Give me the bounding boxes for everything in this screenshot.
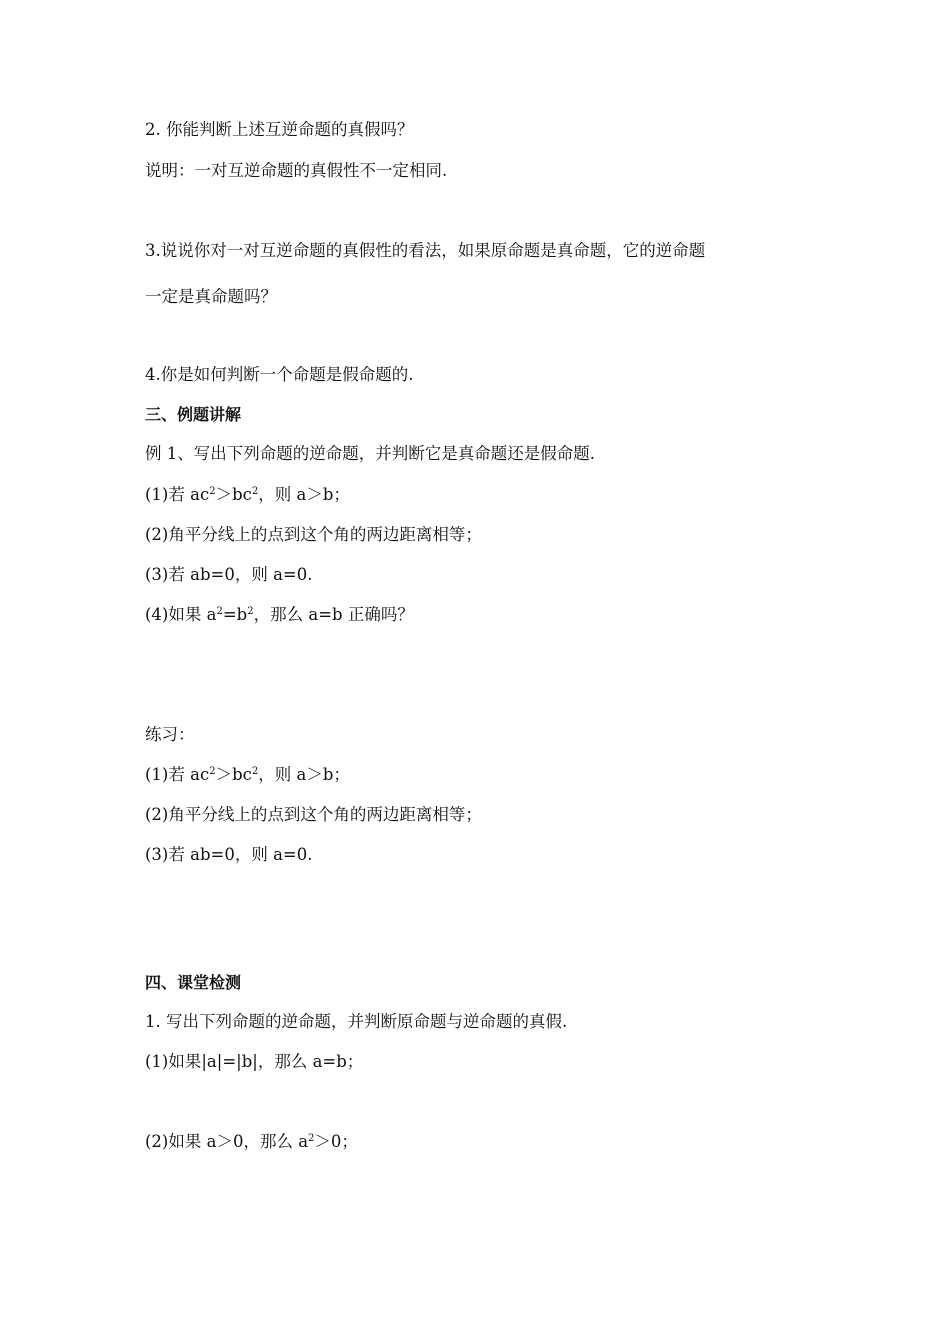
practice-item-1: (1)若 $ac^2>bc^2$，则 a＞b； bbox=[145, 765, 350, 784]
example-1: 例 1、写出下列命题的逆命题，并判断它是真命题还是假命题. bbox=[145, 444, 595, 463]
section-4-heading: 四、课堂检测 bbox=[145, 973, 242, 992]
question-4: 4.你是如何判断一个命题是假命题的. bbox=[145, 365, 414, 384]
practice-item-3: (3)若 ab=0，则 a=0. bbox=[145, 845, 313, 864]
test-question-1: 1. 写出下列命题的逆命题，并判断原命题与逆命题的真假. bbox=[145, 1012, 568, 1031]
note: 说明：一对互逆命题的真假性不一定相同. bbox=[145, 161, 448, 180]
section-3-heading: 三、例题讲解 bbox=[145, 405, 242, 424]
example-item-4: (4)如果 $a^2=b^2$，那么 a=b 正确吗？ bbox=[145, 605, 414, 624]
test-item-1: (1)如果|a|=|b|，那么 a=b； bbox=[145, 1052, 364, 1071]
practice-item-2: (2)角平分线上的点到这个角的两边距离相等； bbox=[145, 805, 482, 824]
question-2: 2. 你能判断上述互逆命题的真假吗？ bbox=[145, 120, 414, 139]
example-item-3: (3)若 ab=0，则 a=0. bbox=[145, 565, 313, 584]
test-item-2: (2)如果 a＞0，那么 $a^2>0$； bbox=[145, 1132, 358, 1151]
practice-heading: 练习： bbox=[145, 725, 195, 744]
question-3-line-1: 3.说说你对一对互逆命题的真假性的看法，如果原命题是真命题，它的逆命题 bbox=[145, 241, 706, 260]
example-item-2: (2)角平分线上的点到这个角的两边距离相等； bbox=[145, 525, 482, 544]
example-item-1: (1)若 $ac^2>bc^2$，则 a＞b； bbox=[145, 485, 350, 504]
question-3-line-2: 一定是真命题吗？ bbox=[145, 287, 277, 306]
